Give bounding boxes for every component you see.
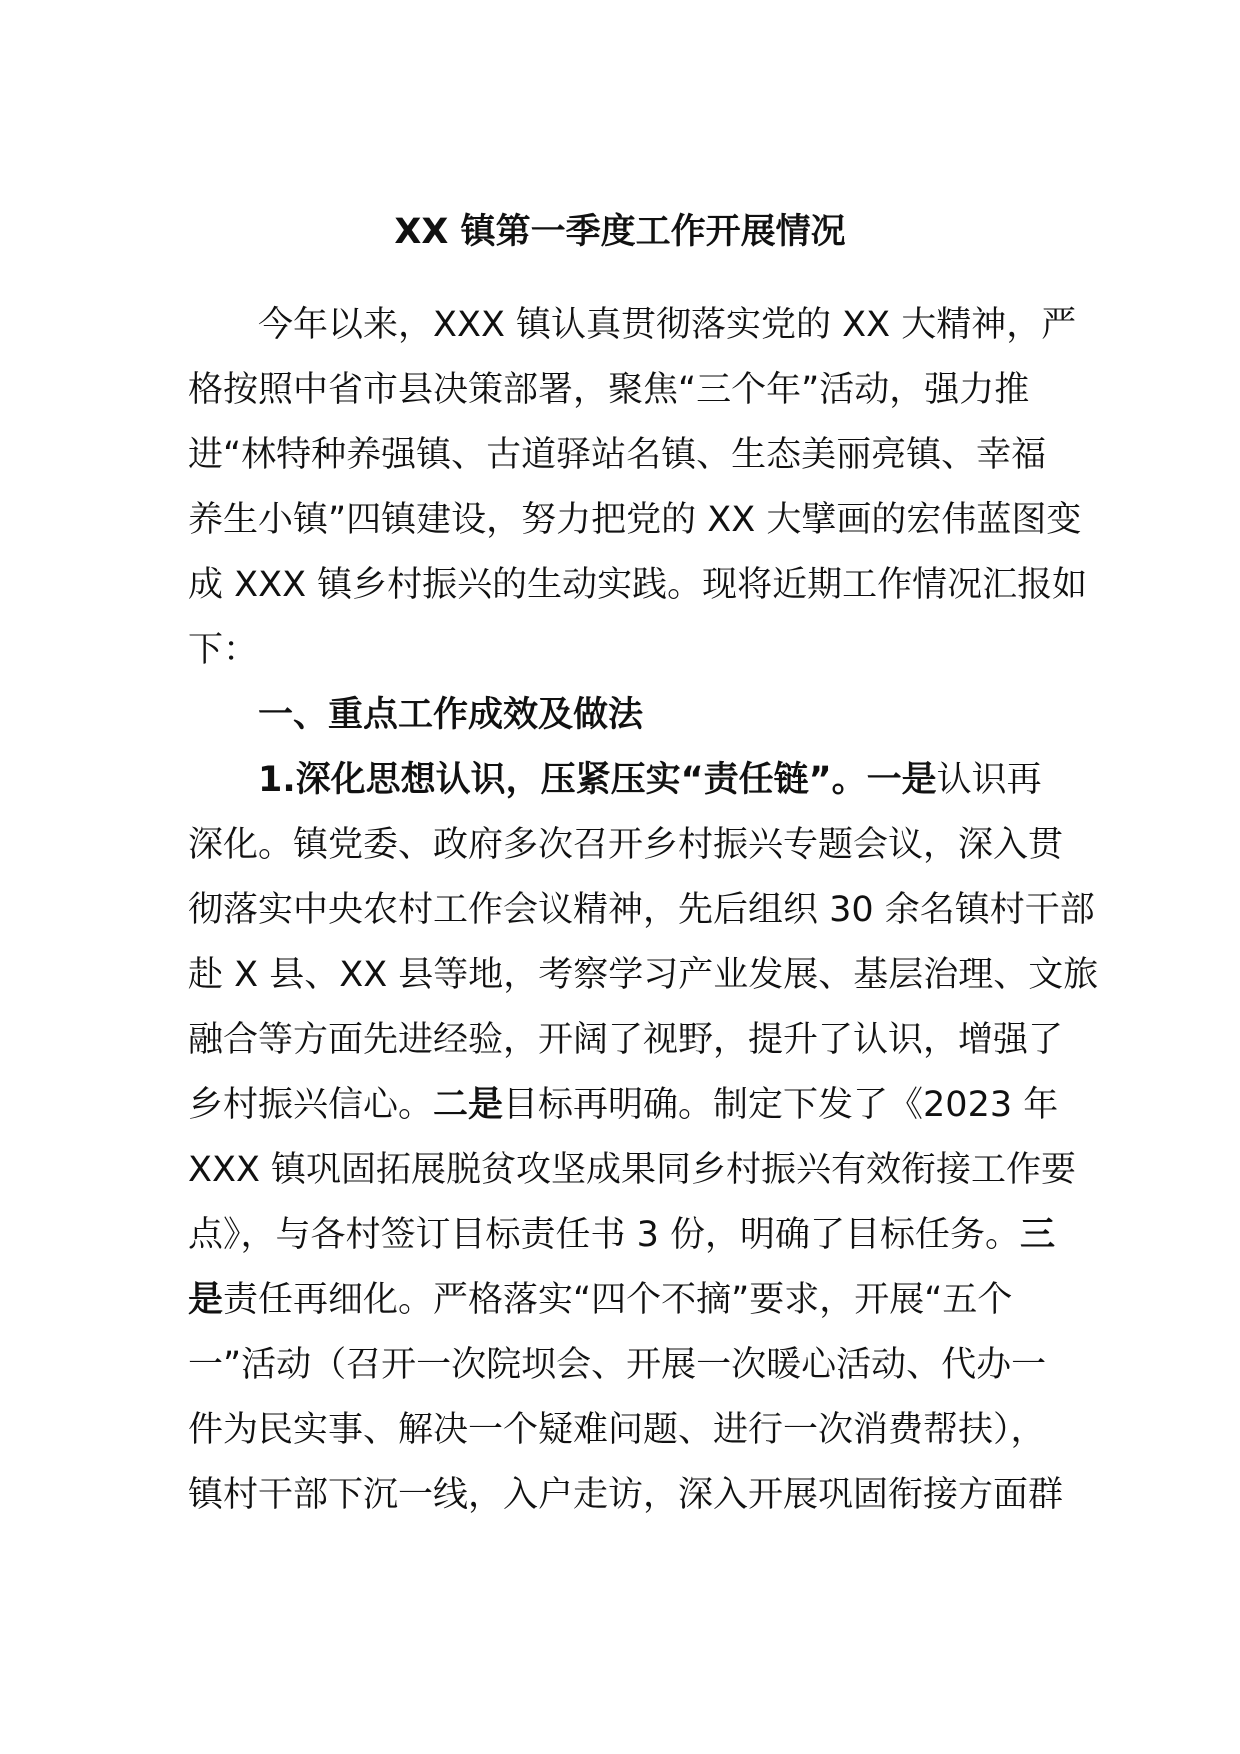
paragraph-line: 成 XXX 镇乡村振兴的生动实践。现将近期工作情况汇报如 bbox=[188, 565, 1088, 605]
section-heading: 一、重点工作成效及做法 bbox=[258, 695, 644, 735]
paragraph-line: 彻落实中央农村工作会议精神，先后组织 30 余名镇村干部 bbox=[188, 890, 1095, 930]
paragraph-text: 乡村振兴信心。 bbox=[188, 1085, 434, 1125]
document-body bbox=[188, 293, 1099, 1528]
paragraph-line: 赴 X 县、XX 县等地，考察学习产业发展、基层治理、文旅 bbox=[188, 955, 1099, 995]
paragraph-text: 认识再 bbox=[936, 760, 1042, 800]
paragraph-line: 进“林特种养强镇、古道驿站名镇、生态美丽亮镇、幸福 bbox=[188, 435, 1047, 475]
paragraph-text: 点》，与各村签订目标责任书 3 份，明确了目标任务。 bbox=[188, 1215, 1021, 1255]
paragraph-line: 融合等方面先进经验，开阔了视野，提升了认识，增强了 bbox=[188, 1020, 1064, 1060]
paragraph-line: 镇村干部下沉一线，入户走访，深入开展巩固衔接方面群 bbox=[188, 1475, 1064, 1515]
paragraph-line: 件为民实事、解决一个疑难问题、进行一次消费帮扶）， bbox=[188, 1410, 1046, 1450]
paragraph-text: 目标再明确。制定下发了《2023 年 bbox=[503, 1085, 1059, 1125]
document-title: XX 镇第一季度工作开展情况 bbox=[394, 212, 846, 252]
point-marker-third-part1: 三 bbox=[1020, 1215, 1056, 1255]
paragraph-line bbox=[188, 1268, 1068, 1333]
subsection-line bbox=[188, 748, 1068, 813]
point-marker-first: 一是 bbox=[866, 760, 937, 800]
point-marker-second: 二是 bbox=[433, 1085, 504, 1125]
paragraph-line: 格按照中省市县决策部署，聚焦“三个年”活动，强力推 bbox=[188, 370, 1030, 410]
point-marker-third-part2: 是 bbox=[188, 1280, 224, 1320]
paragraph-text: 责任再细化。严格落实“四个不摘”要求，开展“五个 bbox=[223, 1280, 1013, 1320]
paragraph-line bbox=[188, 1203, 1068, 1268]
paragraph-line bbox=[188, 1073, 1068, 1138]
paragraph-line: 深化。镇党委、政府多次召开乡村振兴专题会议，深入贯 bbox=[188, 825, 1064, 865]
paragraph-line: 下： bbox=[188, 630, 259, 670]
paragraph-line: 养生小镇”四镇建设，努力把党的 XX 大擘画的宏伟蓝图变 bbox=[188, 500, 1082, 540]
paragraph-line: 一”活动（召开一次院坝会、开展一次暖心活动、代办一 bbox=[188, 1345, 1047, 1385]
paragraph-line: XXX 镇巩固拓展脱贫攻坚成果同乡村振兴有效衔接工作要 bbox=[188, 1150, 1077, 1190]
subsection-heading: 1.深化思想认识，压紧压实“责任链”。 bbox=[258, 760, 867, 800]
paragraph-line: 今年以来，XXX 镇认真贯彻落实党的 XX 大精神，严 bbox=[258, 305, 1077, 345]
